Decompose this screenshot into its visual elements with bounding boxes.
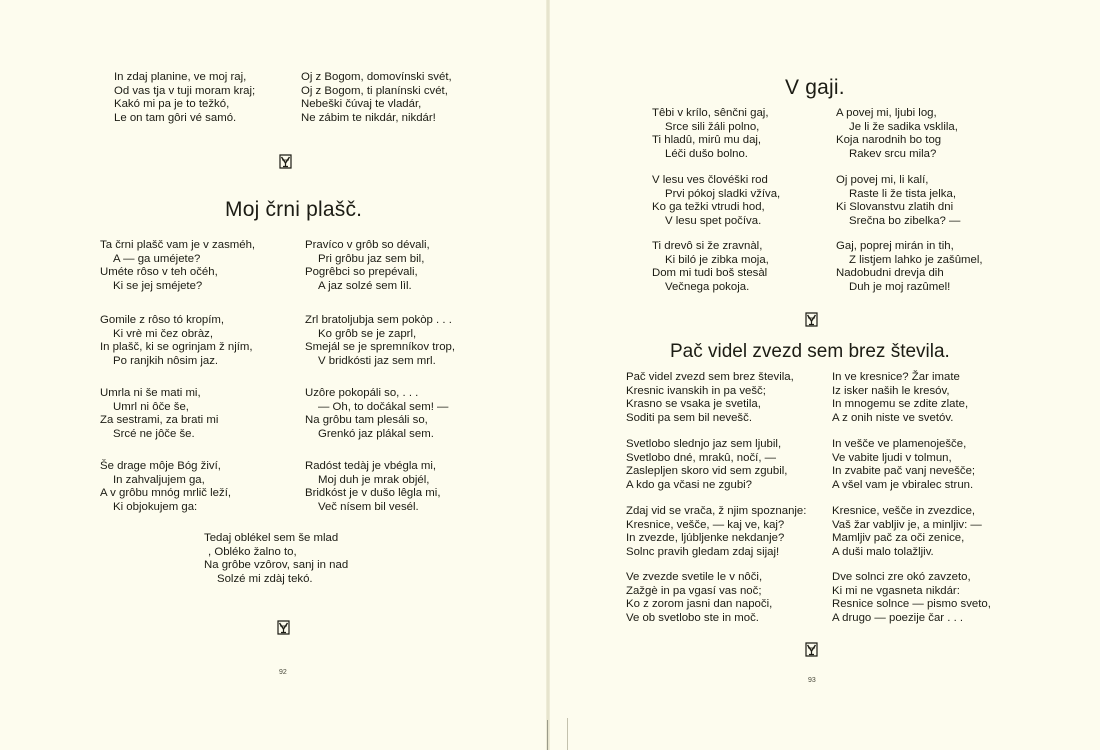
verse-line: Zažgè in pa vgasí vas noč; (626, 584, 762, 597)
verse-line: Na grôbe vzôrov, sanj in nad (204, 559, 349, 572)
verse-line: Pač videl zvezd sem brez števila, (626, 371, 794, 383)
printer-ornament-icon (805, 312, 818, 327)
verse-line: Svetlobo slednjo jaz sem ljubil, (626, 438, 782, 450)
poem-title: Moj črni plašč. (225, 198, 363, 221)
verse-line: A z onih niste ve svetóv. (832, 411, 954, 424)
verse-line: Ki objokujem ga: (113, 500, 198, 513)
verse-line: Oj z Bogom, ti planínski cvét, (301, 84, 448, 97)
stanza (305, 460, 440, 514)
verse-line: Tedaj oblékel sem še mlad (204, 532, 339, 544)
final-stanza (204, 532, 348, 586)
verse-line: Rakev srcu mila? (849, 147, 937, 160)
verse-line: A jaz solzé sem lìl. (318, 279, 412, 292)
verse-line: , Obléko žalno to, (208, 545, 297, 558)
verse-line: V lesu ves človéški rod (652, 174, 768, 186)
verse-line: Kresnice, vešče, — kaj ve, kaj? (626, 518, 785, 531)
verse-line: Gomile z rôso tó kropím, (100, 314, 225, 326)
verse-line: Ti drevô si že zravnàl, (652, 240, 763, 252)
page-number: 93 (808, 677, 816, 684)
verse-line: Kresnic ivanskih in pa vešč; (626, 384, 766, 397)
verse-line: In zvabite pač vanj nevešče; (832, 465, 976, 478)
verse-line: Nadobudni drevja dih (836, 267, 944, 280)
verse-line: Solnc pravih gledam zdaj sijaj! (626, 545, 780, 558)
verse-line: In plašč, ki se ogrinjam ž njím, (100, 341, 253, 354)
verse-line: Kakó mi pa je to težkó, (114, 98, 230, 111)
verse-line: Na grôbu tam plesáli so, (305, 414, 428, 427)
verse-line: Smejál se je spremníkov trop, (305, 341, 456, 354)
verse-line: Je li že sadika vsklila, (849, 120, 958, 133)
stanza (305, 314, 455, 368)
stanza (100, 239, 255, 293)
verse-line: Ta črni plašč vam je v zasméh, (100, 239, 256, 251)
verse-line: Iz isker naših le kresóv, (832, 384, 950, 397)
stanza (832, 571, 991, 625)
verse-line: In vešče ve plamenoješče, (832, 438, 967, 450)
verse-line: Ko z zorom jasni dan napoči, (626, 598, 773, 611)
printer-ornament-icon (277, 620, 290, 635)
top-stanza-left (114, 71, 255, 125)
verse-line: Ko grôb se je zaprl, (318, 327, 417, 340)
verse-line: Solzé mi zdàj tekó. (217, 572, 313, 585)
verse-line: Ki Slovanstvu zlatih dni (836, 201, 954, 214)
stanza (305, 239, 430, 293)
verse-line: Grenkó jaz plákal sem. (318, 427, 434, 440)
verse-line: Zdaj vid se vrača, ž njim spoznanje: (626, 505, 807, 517)
stanza (652, 240, 769, 294)
verse-line: Ki biló je zibka moja, (665, 253, 769, 266)
verse-line: Le on tam gôri vé samó. (114, 111, 237, 124)
page-number: 92 (279, 669, 287, 676)
verse-line: Srcé ne jôče še. (113, 427, 195, 440)
stanza (626, 371, 794, 425)
verse-line: Od vas tja v tuji moram kraj; (114, 84, 256, 97)
verse-line: Têbi v krílo, sênčni gaj, (652, 107, 769, 119)
stanza (836, 107, 958, 161)
verse-line: Večnega pokoja. (665, 280, 750, 293)
verse-line: Ki mi ne vgasneta nikdár: (832, 584, 960, 597)
verse-line: Prvi pókoj sladki vžíva, (665, 187, 781, 200)
verse-line: Vaš žar vabljiv je, a minljiv: — (832, 518, 982, 531)
verse-line: A drugo — poezije čar . . . (832, 611, 964, 624)
verse-line: A v grôbu mnóg mrlič leží, (100, 487, 232, 500)
stanza (305, 387, 448, 441)
stanza (626, 571, 772, 625)
verse-line: Ve ob svetlobo ste in moč. (626, 611, 759, 624)
right-page (552, 0, 1100, 750)
verse-line: Duh je moj razûmel! (849, 280, 951, 293)
verse-line: Z listjem lahko je zašûmel, (849, 253, 983, 266)
verse-line: In zvezde, ljúbljenke nekdanje? (626, 532, 785, 545)
verse-line: Uzôre pokopáli so, . . . (305, 387, 419, 399)
verse-line: Léči dušo bolno. (665, 147, 748, 160)
stanza (652, 107, 769, 161)
verse-line: Pravíco v grôb so dévali, (305, 239, 430, 251)
verse-line: — Oh, to dočákal sem! — (318, 400, 449, 413)
verse-line: Dve solnci zre okó zavzeto, (832, 571, 971, 583)
stanza (836, 174, 960, 228)
stanza (626, 505, 806, 559)
verse-line: Zaslepljen skoro vid sem zgubil, (626, 465, 788, 478)
verse-line: Ve zvezde svetile le v nôči, (626, 571, 763, 583)
verse-line: Ki se jej sméjete? (113, 279, 203, 292)
verse-line: V bridkósti jaz sem mrl. (318, 354, 436, 367)
verse-line: Še drage môje Bóg živí, (100, 460, 221, 472)
stanza (100, 460, 231, 514)
verse-line: Gaj, poprej mirán in tih, (836, 240, 954, 252)
verse-line: Dom mi tudi boš stesàl (652, 267, 768, 280)
verse-line: Oj povej mi, li kalí, (836, 174, 929, 186)
verse-line: Svetlobo dné, mrakû, nočí, — (626, 451, 777, 464)
stanza (832, 505, 982, 559)
stanza (832, 438, 975, 492)
verse-line: Raste li že tista jelka, (849, 187, 956, 200)
stanza (100, 387, 218, 441)
verse-line: Radóst tedàj je vbégla mi, (305, 460, 437, 472)
verse-line: V lesu spet počíva. (665, 214, 762, 227)
verse-line: Zrl bratoljubja sem pokòp . . . (305, 314, 452, 326)
verse-line: Krasno se vsaka je svetila, (626, 398, 761, 411)
verse-line: A duši malo tolažljiv. (832, 545, 934, 558)
stanza (626, 438, 787, 492)
verse-line: Srečna bo zibelka? — (849, 214, 961, 227)
verse-line: Za sestrami, za brati mi (100, 414, 219, 427)
left-page (0, 0, 548, 750)
verse-line: In ve kresnice? Žar imate (832, 371, 960, 383)
printer-ornament-icon (279, 154, 292, 169)
stanza (832, 371, 968, 425)
poem-title: Pač videl zvezd sem brez števila. (670, 341, 950, 362)
verse-line: Pogrêbci so prepévali, (305, 266, 418, 279)
verse-line: Pri grôbu jaz sem bil, (318, 252, 425, 265)
verse-line: Mamljiv pač za oči zenice, (832, 532, 965, 545)
verse-line: Uméte rôso v teh očéh, (100, 266, 218, 279)
verse-line: A kdo ga včasi ne zgubi? (626, 478, 753, 491)
top-stanza-right (301, 71, 452, 125)
verse-line: Moj duh je mrak objél, (318, 473, 430, 486)
verse-line: Ko ga težki vtrudi hod, (652, 201, 765, 214)
verse-line: A všel vam je vbiralec strun. (832, 478, 974, 491)
verse-line: Umrl ni ôče še, (113, 400, 189, 413)
verse-line: Ti hladû, mirû mu daj, (652, 134, 762, 147)
verse-line: Po ranjkih nôsim jaz. (113, 354, 219, 367)
stanza (652, 174, 780, 228)
verse-line: Resnice solnce — pismo sveto, (832, 598, 991, 611)
verse-line: Koja narodnih bo tog (836, 134, 942, 147)
verse-line: In zahvaljujem ga, (113, 473, 205, 486)
verse-line: Več nísem bil vesél. (318, 500, 419, 513)
verse-line: Ne zábim te nikdár, nikdár! (301, 111, 436, 124)
verse-line: Ve vabite ljudi v tolmun, (832, 451, 952, 464)
verse-line: Soditi pa sem bil nevešč. (626, 411, 752, 424)
verse-line: Umrla ni še mati mi, (100, 387, 201, 399)
poem-title: V gaji. (785, 76, 845, 99)
verse-line: A — ga uméjete? (113, 252, 201, 265)
stanza (100, 314, 253, 368)
verse-line: Ki vrè mi čez obràz, (113, 327, 214, 340)
verse-line: Nebeški čúvaj te vladár, (301, 98, 422, 111)
stanza (836, 240, 983, 294)
verse-line: Kresnice, vešče in zvezdice, (832, 505, 976, 517)
verse-line: A povej mi, ljubi log, (836, 107, 937, 119)
printer-ornament-icon (805, 642, 818, 657)
verse-line: In mnogemu se zdite zlate, (832, 398, 969, 411)
verse-line: Oj z Bogom, domovínski svét, (301, 71, 452, 83)
verse-line: Srce sili žáli polno, (665, 120, 760, 133)
verse-line: Bridkóst je v dušo lêgla mi, (305, 487, 441, 500)
verse-line: In zdaj planine, ve moj raj, (114, 71, 247, 83)
